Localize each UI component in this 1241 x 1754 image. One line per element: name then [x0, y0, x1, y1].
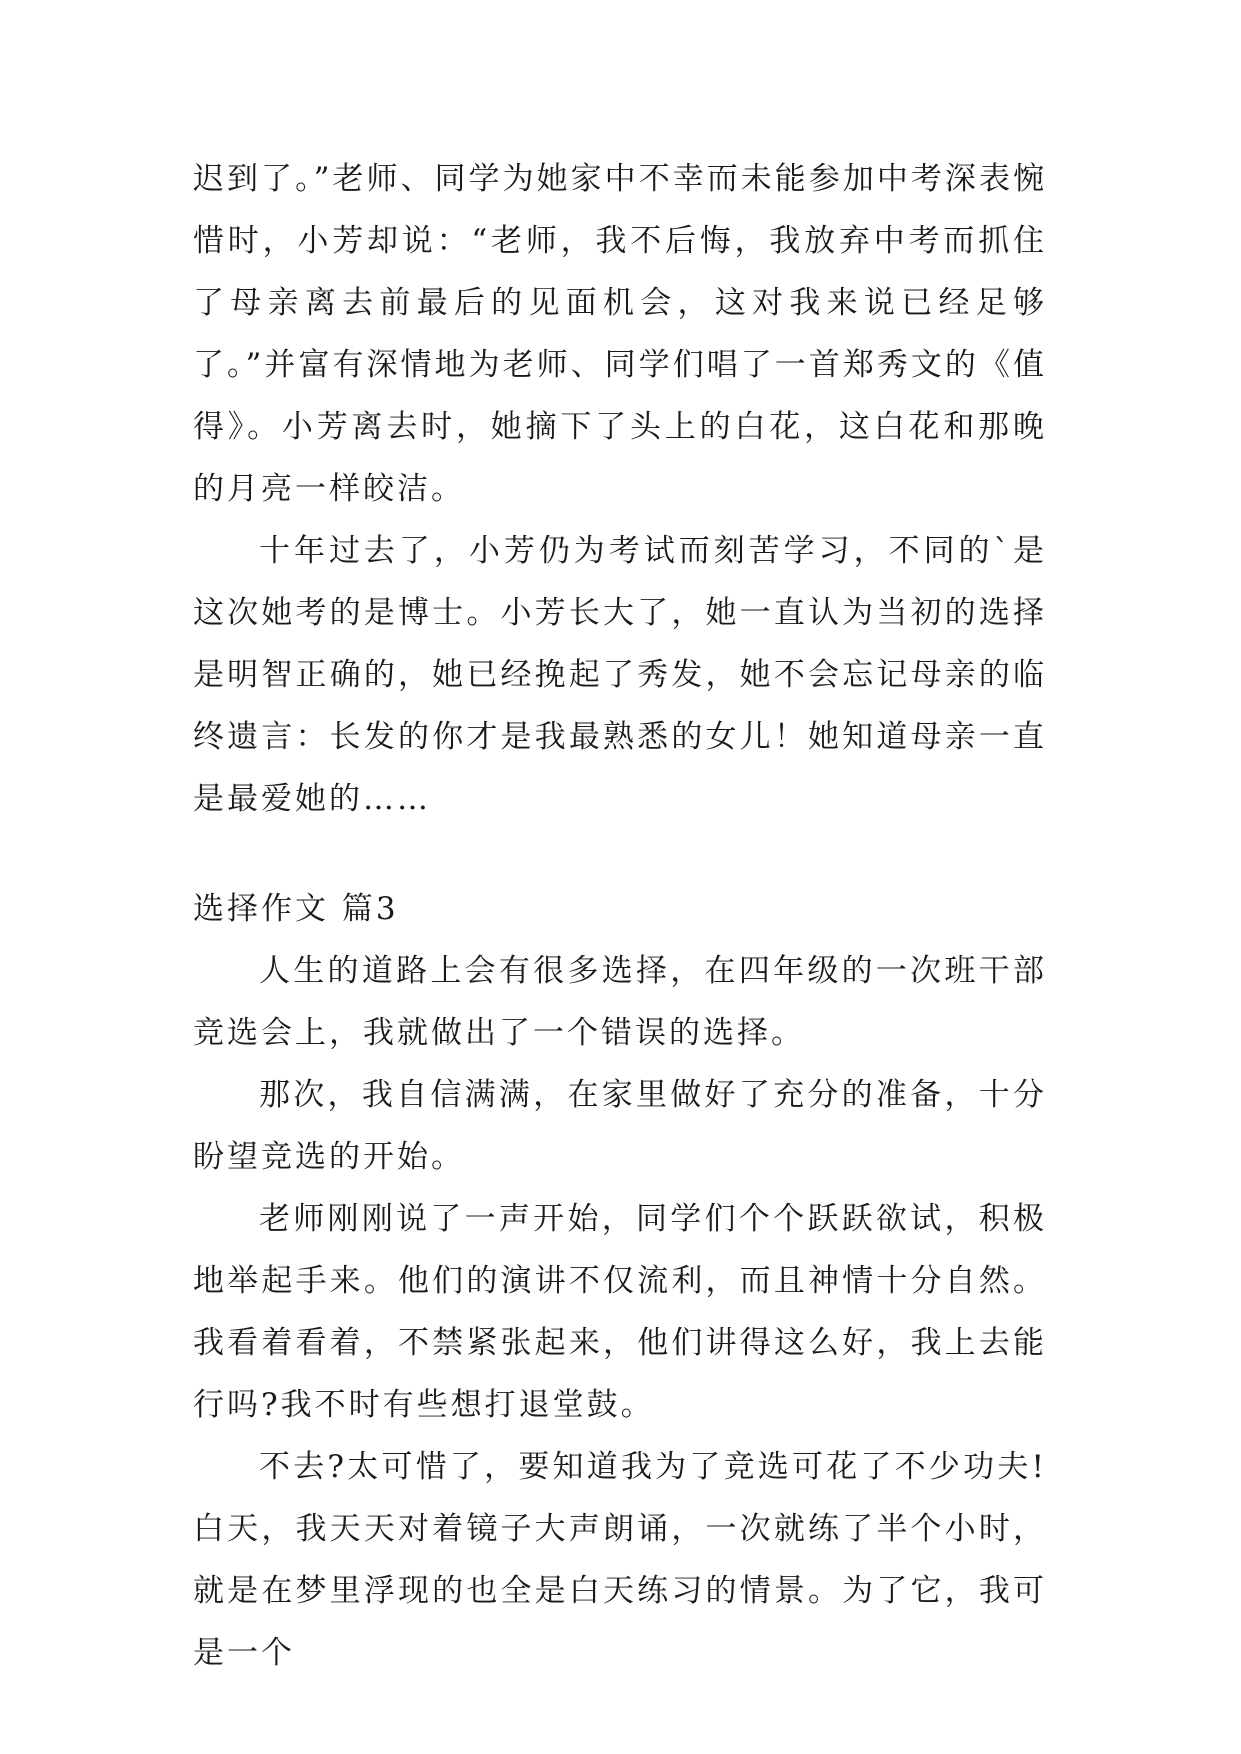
- paragraph-continuation: 迟到了。”老师、同学为她家中不幸而未能参加中考深表惋惜时，小芳却说：“老师，我不后悔，我放弃中考而抓住了母亲离去前最后的见面机会，这对我来说已经足够了。”并富有深情地为老师、同学们唱了一首郑秀文的《值得》。小芳离去时，她摘下了头上的白花，这白花和那晚的月亮一样皎洁。: [193, 161, 1047, 507]
- paragraph-practice: 不去?太可惜了，要知道我为了竞选可花了不少功夫!白天，我天天对着镜子大声朗诵，一次就练了半个小时，就是在梦里浮现的也全是白天练习的情景。为了它，我可是一个: [193, 1449, 1047, 1671]
- document-page: [193, 148, 1047, 1684]
- paragraph-preparation: 那次，我自信满满，在家里做好了充分的准备，十分盼望竞选的开始。: [193, 1077, 1047, 1175]
- paragraph-nervous: 老师刚刚说了一声开始，同学们个个跃跃欲试，积极地举起手来。他们的演讲不仅流利，而且神情十分自然。我看着看着，不禁紧张起来，他们讲得这么好，我上去能行吗?我不时有些想打退堂鼓。: [193, 1201, 1047, 1423]
- section-title: 选择作文 篇3: [193, 891, 399, 927]
- paragraph-intro: 人生的道路上会有很多选择，在四年级的一次班干部竞选会上，我就做出了一个错误的选择。: [193, 953, 1047, 1051]
- section-gap: [193, 830, 1047, 878]
- paragraph-ten-years-later: 十年过去了，小芳仍为考试而刻苦学习，不同的`是这次她考的是博士。小芳长大了，她一直认为当初的选择是明智正确的，她已经挽起了秀发，她不会忘记母亲的临终遗言：长发的你才是我最熟悉的女儿！她知道母亲一直是最爱她的……: [193, 533, 1047, 817]
